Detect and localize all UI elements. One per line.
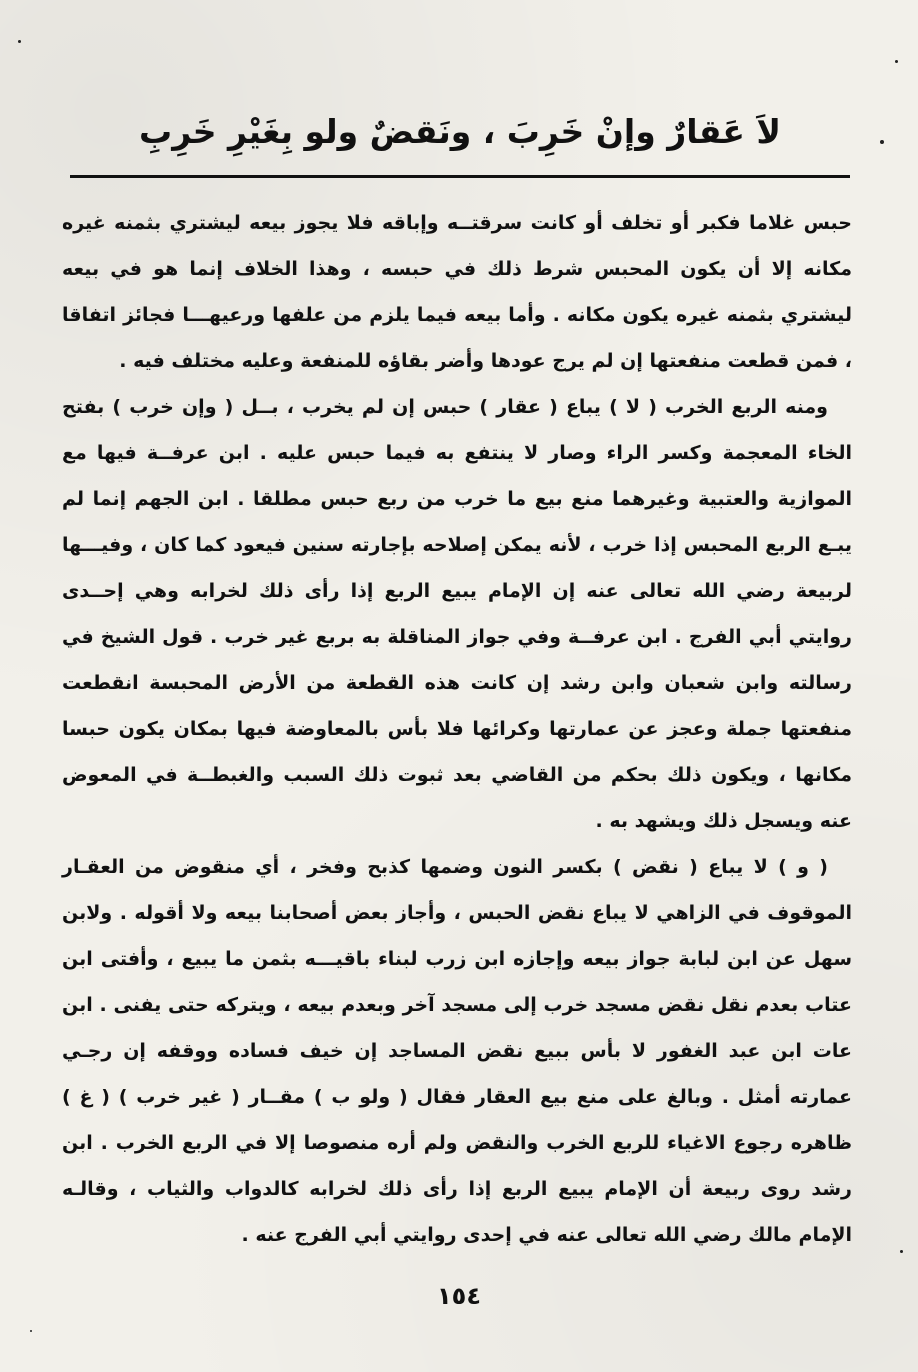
scan-speck — [30, 1330, 32, 1332]
body-text — [62, 200, 852, 1258]
header-divider — [70, 175, 850, 178]
page-title: لاَ عَقارٌ وإنْ خَرِبَ ، ونَقضٌ ولو بِغَيْرِ خَرِبِ — [139, 111, 781, 151]
running-header — [60, 90, 860, 172]
page-number: ١٥٤ — [437, 1282, 481, 1310]
paragraph: ( و ) لا يباع ( نقض ) بكسر النون وضمها كذبح وفخر ، أي منقوض من العقـار الموقوف في الزاهي لا يباع نقض الحبس ، وأجاز بعض أصحابنا بيعه ولا أقوله . ولابن سهل عن ابن لبابة جواز بيعه وإجازه ابن زرب لبناء باقيـــه بثمن ما يبيع ، وأفتى ابن عتاب بعدم نقل نقض مسجد خرب إلى مسجد آخر وبعدم بيعه ، ويتركه حتى يفنى . ابن عات ابن عبد الغفور لا بأس ببيع نقض المساجد إن خيف فساده ووقفه إن رجـي عمارته أمثل . وبالغ على منع بيع العقار فقال ( ولو ب ) مقــار ( غير خرب ) ( غ ) ظاهره رجوع الاغياء للربع الخرب والنقض ولم أره منصوصا إلا في الربع الخرب . ابن رشد روى ربيعة أن الإمام يبيع الربع إذا رأى ذلك لخرابه كالدواب والثياب ، وقالـه الإمام مالك رضي الله تعالى عنه في إحدى روايتي أبي الفرج عنه . — [62, 856, 852, 1246]
scan-speck — [18, 40, 21, 43]
paragraph: ومنه الربع الخرب ( لا ) يباع ( عقار ) حبس إن لم يخرب ، بــل ( وإن خرب ) بفتح الخاء المعجمة وكسر الراء وصار لا ينتفع به فيما حبس عليه . ابن عرفــة فيها مع الموازية والعتبية وغيرهما منع بيع ما خرب من ربع حبس مطلقا . ابن الجهم إنما لم يبـع الربع المحبس إذا خرب ، لأنه يمكن إصلاحه بإجارته سنين فيعود كما كان ، وفيـــها لربيعة رضي الله تعالى عنه إن الإمام يبيع الربع إذا رأى ذلك لخرابه وهي إحــدى روايتي أبي الفرج . ابن عرفــة وفي جواز المناقلة به بربع غير خرب . قول الشيخ في رسالته وابن شعبان وابن رشد إن كانت هذه القطعة من الأرض المحبسة انقطعت منفعتها جملة وعجز عن عمارتها وكرائها فلا بأس بالمعاوضة فيها بمكان يكون حبسا مكانها ، ويكون ذلك بحكم من القاضي بعد ثبوت ذلك السبب والغبطــة في المعوض عنه ويسجل ذلك ويشهد به . — [62, 396, 852, 832]
scan-speck — [880, 140, 884, 144]
scan-speck — [900, 1250, 903, 1253]
paragraph: حبس غلاما فكبر أو تخلف أو كانت سرقتــه وإباقه فلا يجوز بيعه ليشتري بثمنه غيره مكانه إلا أن يكون المحبس شرط ذلك في حبسه ، وهذا الخلاف إنما هو في بيعه ليشتري بثمنه غيره يكون مكانه . وأما بيعه فيما يلزم من علفها ورعيهـــا فجائز اتفاقا ، فمن قطعت منفعتها إن لم يرج عودها وأضر بقاؤه للمنفعة وعليه مختلف فيه . — [62, 212, 852, 372]
scan-speck — [895, 60, 898, 63]
